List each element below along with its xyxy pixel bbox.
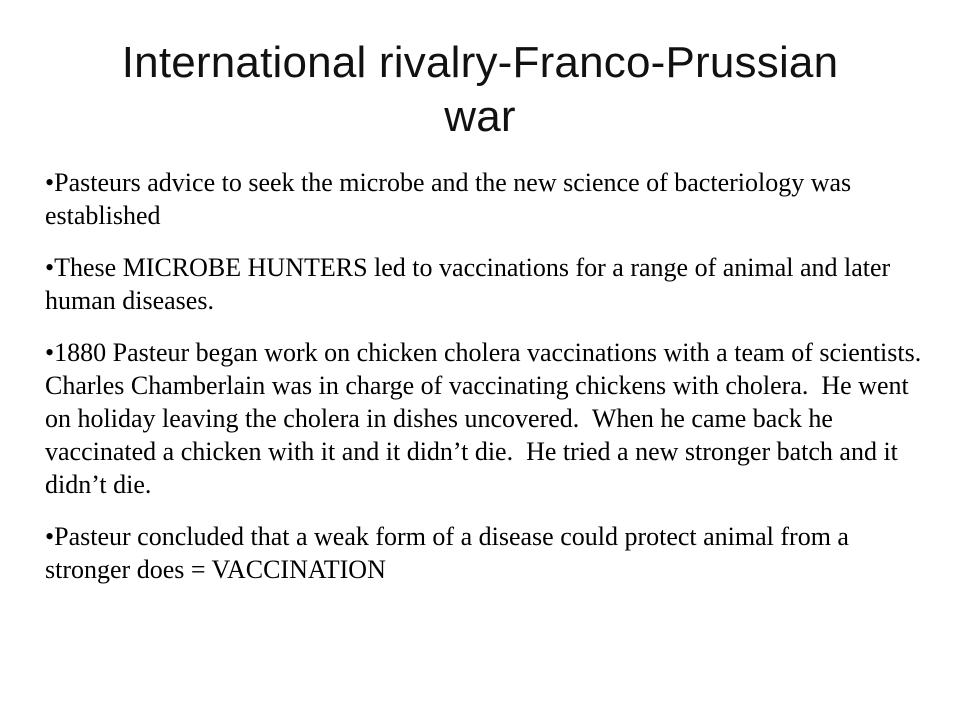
bullet-marker: • bbox=[45, 338, 55, 367]
bullet-item bbox=[45, 166, 925, 232]
bullet-list bbox=[45, 166, 935, 605]
bullet-item bbox=[45, 520, 925, 586]
bullet-text: These MICROBE HUNTERS led to vaccinations for a range of animal and later human diseases. bbox=[45, 253, 891, 315]
bullet-text: Pasteurs advice to seek the microbe and the new science of bacteriology was established bbox=[45, 168, 852, 230]
bullet-marker: • bbox=[45, 522, 55, 551]
bullet-text: 1880 Pasteur began work on chicken cholera vaccinations with a team of scientists. Charles Chamberlain was in charge of vaccinating chickens with cholera. He went on holiday leaving the cholera in dishes uncovered. When he came back he vaccinated a chicken with it and it didn’t die. He tried a new stronger batch and it didn’t die. bbox=[45, 338, 935, 499]
bullet-text: Pasteur concluded that a weak form of a disease could protect animal from a stronger does = VACCINATION bbox=[45, 522, 849, 584]
bullet-marker: • bbox=[45, 253, 55, 282]
bullet-item bbox=[45, 336, 935, 501]
slide-title: International rivalry-Franco-Prussian war bbox=[121, 38, 839, 141]
bullet-item bbox=[45, 251, 925, 317]
bullet-marker: • bbox=[45, 168, 55, 197]
